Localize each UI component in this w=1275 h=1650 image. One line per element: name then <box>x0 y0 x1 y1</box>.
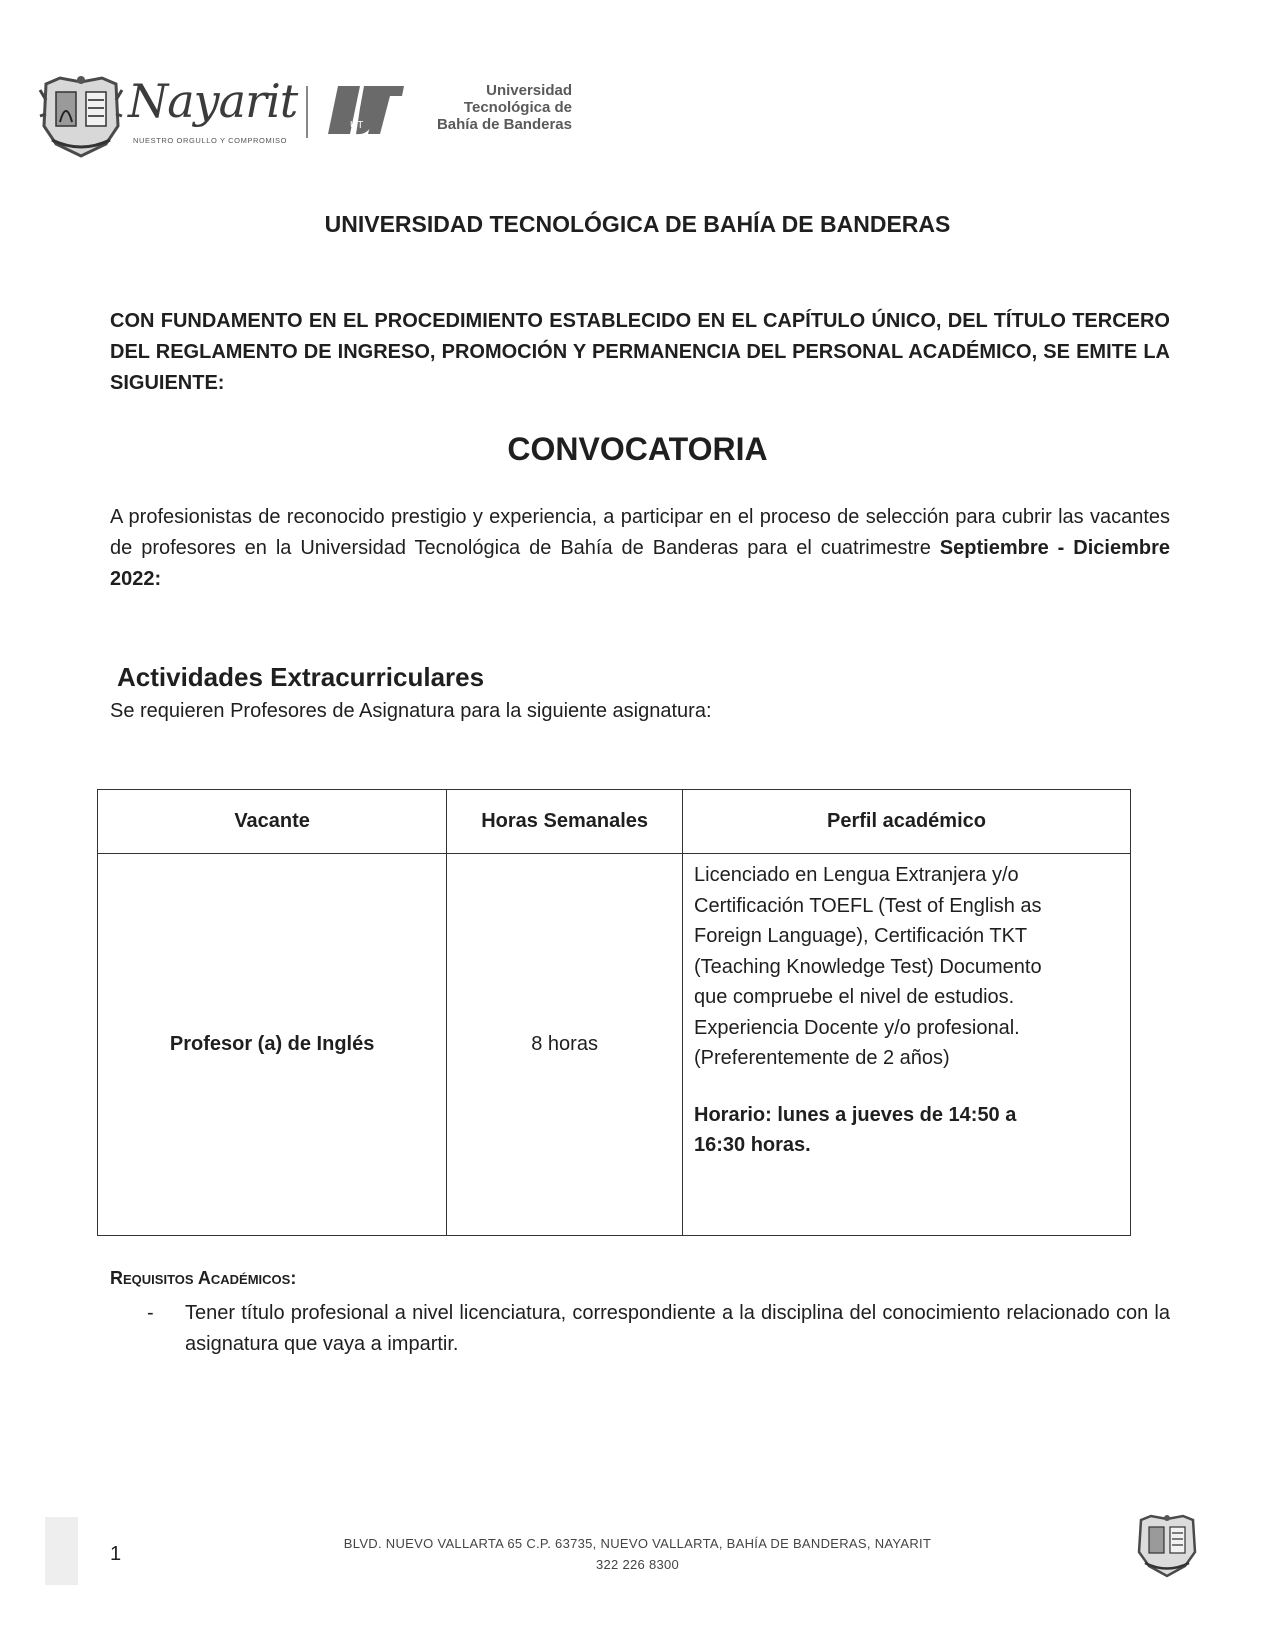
invitation-text: A profesionistas de reconocido prestigio y experiencia, a participar en el proceso de selección para cubrir las vacantes de profesores en la Universidad Tecnológica de Bahía de Banderas para el cuatrimestre <box>110 506 1170 559</box>
footer-address-block <box>0 1533 1275 1575</box>
perfil-line: que compruebe el nivel de estudios. <box>694 986 1015 1008</box>
ut-name-line-2: Tecnológica de <box>463 99 572 116</box>
header-logos <box>38 68 578 160</box>
vacancies-table <box>97 789 1131 1236</box>
logo-divider <box>306 86 308 138</box>
nayarit-wordmark: Nayarit <box>128 74 298 128</box>
cell-vacante: Profesor (a) de Inglés <box>98 854 447 1236</box>
ut-name-line-1: Universidad <box>486 82 572 99</box>
section-heading: Actividades Extracurriculares <box>117 662 485 692</box>
page-number: 1 <box>110 1543 122 1565</box>
cell-perfil <box>683 854 1131 1236</box>
nayarit-tagline: NUESTRO ORGULLO Y COMPROMISO <box>133 136 288 145</box>
invitation-paragraph <box>110 502 1170 595</box>
perfil-line: Licenciado en Lengua Extranjera y/o <box>694 864 1019 886</box>
perfil-line: (Teaching Knowledge Test) Documento <box>694 955 1042 978</box>
document-title: UNIVERSIDAD TECNOLÓGICA DE BAHÍA DE BANDERAS <box>324 211 951 237</box>
perfil-line: (Preferentemente de 2 años) <box>694 1047 950 1069</box>
table-header-row <box>98 790 1131 854</box>
footer-crest-icon <box>1135 1510 1199 1580</box>
requisitos-heading: Requisitos Académicos: <box>110 1268 297 1288</box>
perfil-line: Experiencia Docente y/o profesional. <box>694 1016 1020 1039</box>
column-header-vacante: Vacante <box>98 790 447 854</box>
horario-text <box>694 1100 1120 1161</box>
invitation-period: Septiembre - Diciembre 2022: <box>110 537 1170 590</box>
column-header-perfil: Perfil académico <box>683 790 1131 854</box>
ut-name-line-3: Bahía de Banderas <box>436 116 572 133</box>
column-header-horas: Horas Semanales <box>447 790 683 854</box>
footer-address: BLVD. NUEVO VALLARTA 65 C.P. 63735, NUEVO VALLARTA, BAHÍA DE BANDERAS, NAYARIT <box>343 1536 932 1551</box>
requisito-text: Tener título profesional a nivel licenciatura, correspondiente a la disciplina del conocimiento relacionado con la asignatura que vaya a impartir. <box>185 1302 1170 1355</box>
perfil-line: Certificación TOEFL (Test of English as <box>694 894 1042 917</box>
ut-logo-name <box>402 82 572 133</box>
ut-logo-mark <box>320 82 404 138</box>
legal-foundation-text: CON FUNDAMENTO EN EL PROCEDIMIENTO ESTABLECIDO EN EL CAPÍTULO ÚNICO, DEL TÍTULO TERCERO DEL REGLAMENTO DE INGRESO, PROMOCIÓN Y PERMANENCIA DEL PERSONAL ACADÉMICO, SE EMITE LA SIGUIENTE: <box>110 310 1170 394</box>
convocatoria-heading: CONVOCATORIA <box>507 431 768 467</box>
list-dash: - <box>147 1302 154 1324</box>
table-row <box>98 854 1131 1236</box>
section-subtitle: Se requieren Profesores de Asignatura para la siguiente asignatura: <box>110 700 712 722</box>
nayarit-crest-icon <box>38 70 124 160</box>
ut-logo-text: UT <box>350 120 364 131</box>
cell-horas: 8 horas <box>447 854 683 1236</box>
perfil-line: Foreign Language), Certificación TKT <box>694 925 1028 947</box>
horario-line: Horario: lunes a jueves de 14:50 a <box>694 1103 1017 1126</box>
footer-phone: 322 226 8300 <box>595 1557 680 1572</box>
horario-line: 16:30 horas. <box>694 1134 811 1156</box>
